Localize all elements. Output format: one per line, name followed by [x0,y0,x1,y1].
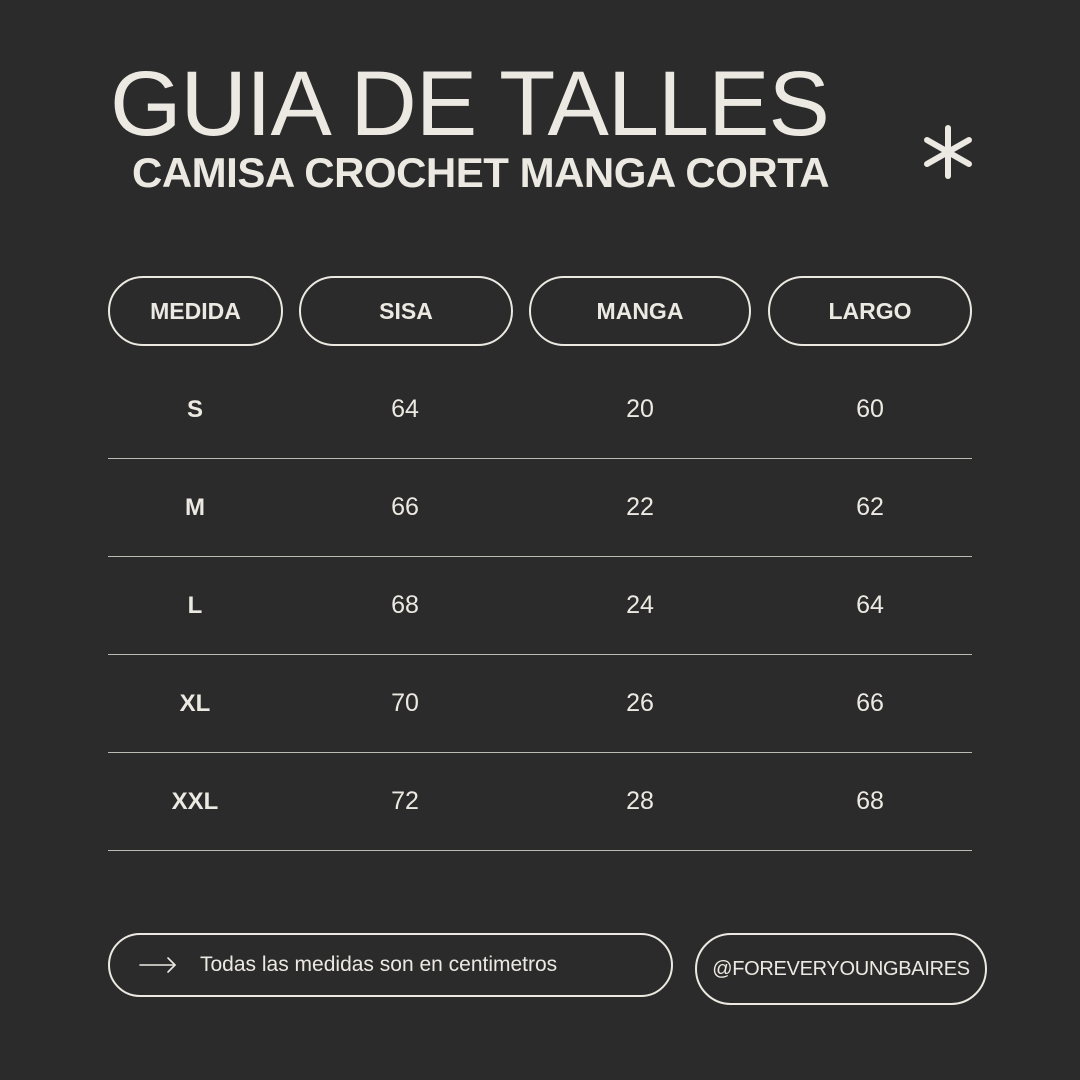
asterisk-icon [920,124,976,180]
size-cell: XXL [171,787,219,815]
sisa-cell: 66 [391,493,419,521]
measurement-note [108,933,673,997]
sisa-cell: 64 [391,395,419,423]
table-row [108,753,972,851]
arrow-right-icon [138,955,178,975]
page-subtitle: CAMISA CROCHET MANGA CORTA [132,149,830,196]
size-cell: L [187,591,203,619]
table-row [108,361,972,459]
sisa-cell: 72 [391,787,419,815]
page-title: GUIA DE TALLES [110,53,829,155]
column-header-largo: LARGO [768,276,972,346]
column-header-sisa: SISA [299,276,513,346]
largo-cell: 64 [856,591,884,619]
note-text: Todas las medidas son en centimetros [200,953,558,976]
table-row [108,557,972,655]
sisa-cell: 70 [391,689,419,717]
manga-cell: 28 [626,787,654,815]
manga-cell: 26 [626,689,654,717]
social-handle: @FOREVERYOUNGBAIRES [695,933,987,1005]
size-cell: M [185,493,205,521]
table-row [108,655,972,753]
table-row [108,459,972,557]
largo-cell: 62 [856,493,884,521]
column-header-manga: MANGA [529,276,751,346]
column-header-medida: MEDIDA [108,276,283,346]
manga-cell: 24 [626,591,654,619]
manga-cell: 22 [626,493,654,521]
largo-cell: 60 [856,395,884,423]
size-cell: S [186,395,203,423]
sisa-cell: 68 [391,591,419,619]
manga-cell: 20 [626,395,654,423]
largo-cell: 66 [856,689,884,717]
size-cell: XL [179,689,211,717]
largo-cell: 68 [856,787,884,815]
